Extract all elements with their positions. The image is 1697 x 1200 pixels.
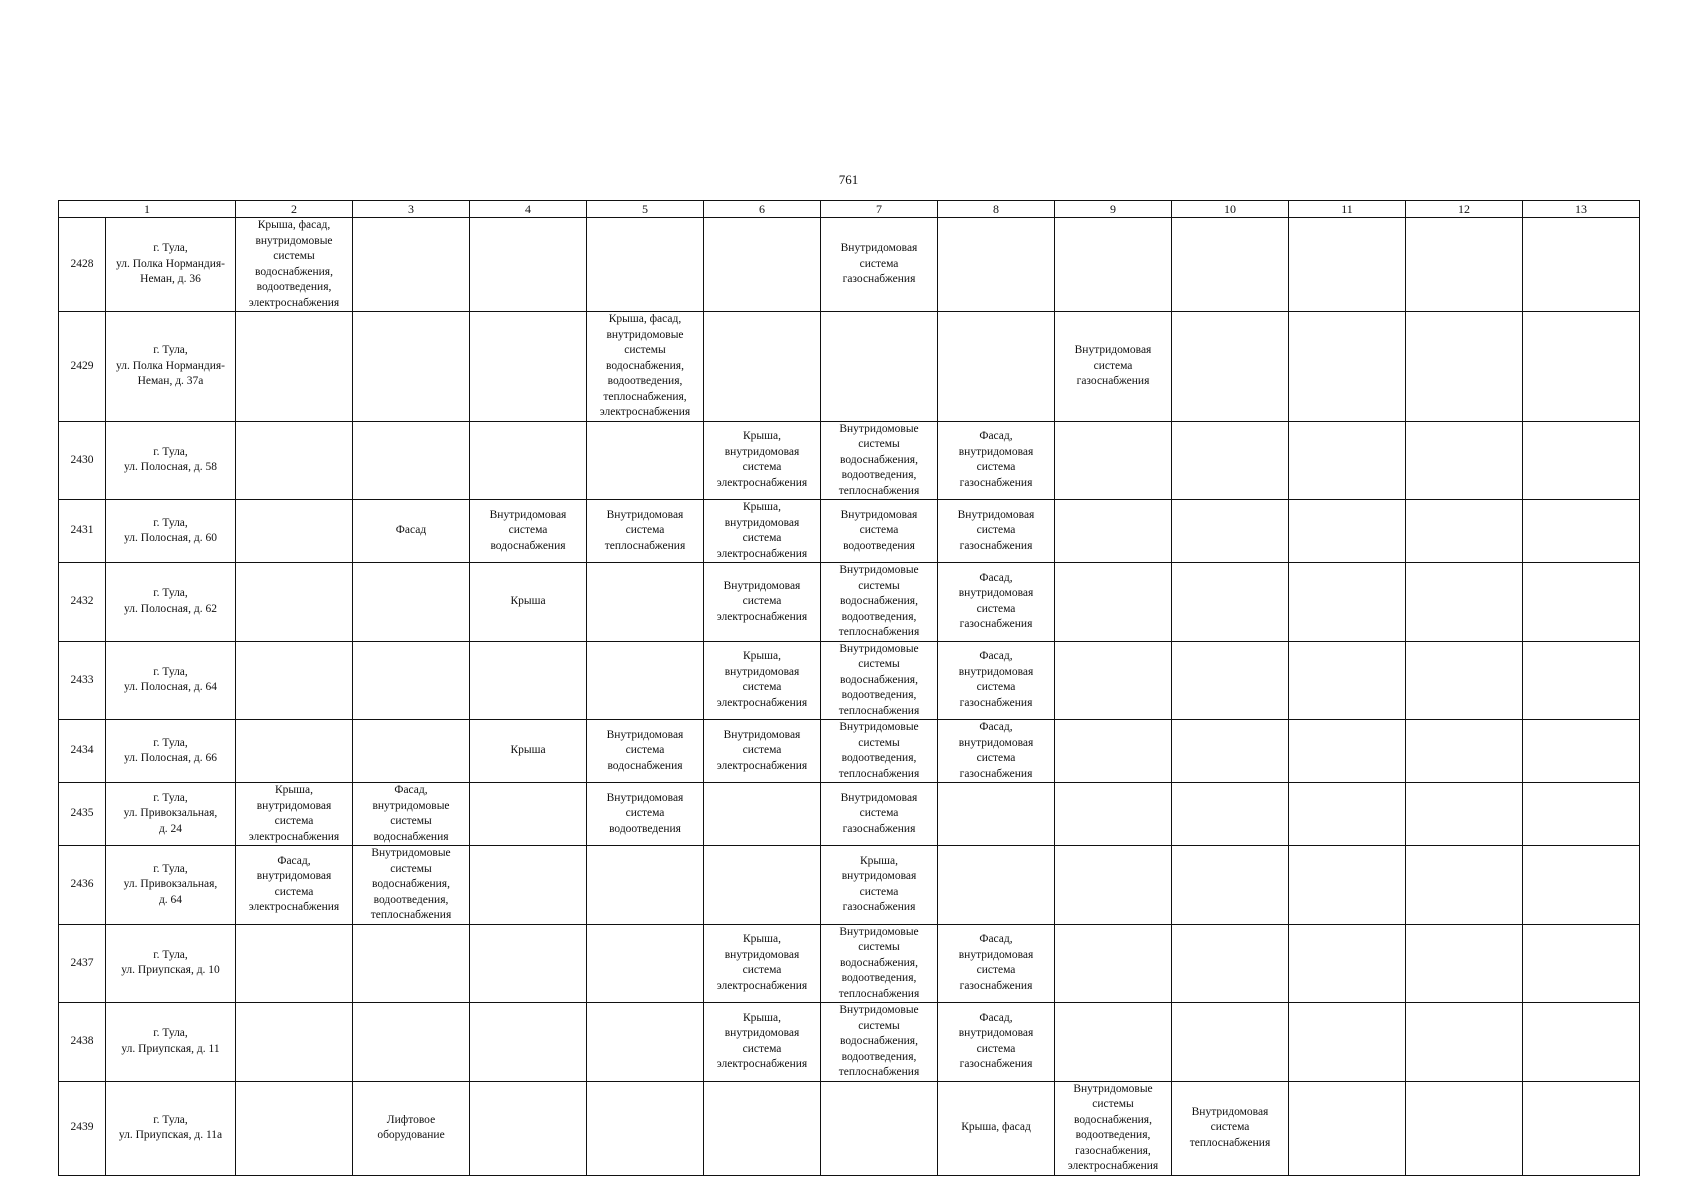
work-cell (1172, 1003, 1289, 1082)
table-row (59, 1003, 1640, 1082)
work-cell (353, 218, 470, 312)
schedule-table (58, 200, 1640, 1176)
work-cell (587, 641, 704, 720)
column-header: 4 (470, 201, 587, 218)
table-row (59, 218, 1640, 312)
work-cell: Внутридомовая система теплоснабжения (1172, 1081, 1289, 1175)
work-cell (353, 312, 470, 422)
row-number: 2430 (59, 421, 106, 500)
work-cell (1289, 846, 1406, 925)
row-number: 2432 (59, 563, 106, 642)
work-cell (938, 218, 1055, 312)
work-cell: Крыша (470, 720, 587, 783)
table-row (59, 641, 1640, 720)
work-cell (236, 1003, 353, 1082)
work-cell (1289, 1081, 1406, 1175)
work-cell: Внутридомовые системы водоснабжения, водоотведения, газоснабжения, электроснабжения (1055, 1081, 1172, 1175)
column-header: 11 (1289, 201, 1406, 218)
work-cell (1523, 218, 1640, 312)
work-cell: Внутридомовые системы водоснабжения, водоотведения, теплоснабжения (821, 1003, 938, 1082)
column-header: 7 (821, 201, 938, 218)
address-cell: г. Тула, ул. Привокзальная, д. 64 (106, 846, 236, 925)
work-cell (704, 846, 821, 925)
work-cell (587, 218, 704, 312)
work-cell (1406, 500, 1523, 563)
work-cell (236, 924, 353, 1003)
address-cell: г. Тула, ул. Полка Нормандия- Неман, д. 37а (106, 312, 236, 422)
work-cell (236, 1081, 353, 1175)
work-cell: Внутридомовые системы водоотведения, теплоснабжения (821, 720, 938, 783)
work-cell: Фасад, внутридомовая система газоснабжения (938, 1003, 1055, 1082)
work-cell (1406, 312, 1523, 422)
work-cell (1406, 421, 1523, 500)
work-cell (1055, 720, 1172, 783)
work-cell (704, 783, 821, 846)
work-cell (353, 1003, 470, 1082)
table-row (59, 924, 1640, 1003)
work-cell (1523, 1003, 1640, 1082)
work-cell: Фасад (353, 500, 470, 563)
work-cell (704, 312, 821, 422)
work-cell (1289, 783, 1406, 846)
work-cell (1172, 563, 1289, 642)
work-cell (821, 1081, 938, 1175)
work-cell (470, 1081, 587, 1175)
work-cell (470, 846, 587, 925)
work-cell (470, 421, 587, 500)
work-cell: Фасад, внутридомовая система газоснабжения (938, 421, 1055, 500)
column-header: 6 (704, 201, 821, 218)
row-number: 2436 (59, 846, 106, 925)
work-cell: Крыша, внутридомовая система электроснабжения (704, 924, 821, 1003)
work-cell (353, 563, 470, 642)
work-cell (1172, 924, 1289, 1003)
work-cell (1172, 846, 1289, 925)
table-body (59, 218, 1640, 1176)
column-header: 9 (1055, 201, 1172, 218)
column-header: 8 (938, 201, 1055, 218)
work-cell (1289, 312, 1406, 422)
work-cell: Лифтовое оборудование (353, 1081, 470, 1175)
table-header (59, 201, 1640, 218)
work-cell (1406, 1003, 1523, 1082)
work-cell: Крыша, внутридомовая система электроснабжения (704, 1003, 821, 1082)
work-cell: Внутридомовая система теплоснабжения (587, 500, 704, 563)
work-cell (1055, 783, 1172, 846)
column-header: 1 (59, 201, 236, 218)
work-cell (1523, 1081, 1640, 1175)
work-cell (1406, 783, 1523, 846)
work-cell (1289, 720, 1406, 783)
work-cell (1289, 218, 1406, 312)
work-cell (1523, 846, 1640, 925)
work-cell (587, 1081, 704, 1175)
table-row (59, 421, 1640, 500)
work-cell: Внутридомовая система электроснабжения (704, 563, 821, 642)
work-cell: Внутридомовая система электроснабжения (704, 720, 821, 783)
work-cell (353, 720, 470, 783)
work-cell: Внутридомовая система газоснабжения (821, 218, 938, 312)
work-cell: Крыша (470, 563, 587, 642)
work-cell (1055, 924, 1172, 1003)
work-cell (470, 641, 587, 720)
work-cell (236, 421, 353, 500)
work-cell (587, 421, 704, 500)
work-cell: Внутридомовые системы водоснабжения, водоотведения, теплоснабжения (821, 563, 938, 642)
work-cell (1289, 500, 1406, 563)
work-cell: Крыша, внутридомовая система электроснабжения (704, 500, 821, 563)
address-cell: г. Тула, ул. Приупская, д. 11а (106, 1081, 236, 1175)
address-cell: г. Тула, ул. Приупская, д. 11 (106, 1003, 236, 1082)
work-cell (470, 924, 587, 1003)
work-cell (1523, 563, 1640, 642)
work-cell (1523, 783, 1640, 846)
work-cell (1289, 1003, 1406, 1082)
work-cell: Внутридомовые системы водоснабжения, водоотведения, теплоснабжения (821, 641, 938, 720)
work-cell (1523, 720, 1640, 783)
work-cell: Крыша, фасад (938, 1081, 1055, 1175)
work-cell (1406, 720, 1523, 783)
work-cell: Внутридомовая система газоснабжения (938, 500, 1055, 563)
column-header: 13 (1523, 201, 1640, 218)
work-cell: Крыша, фасад, внутридомовые системы водоснабжения, водоотведения, теплоснабжения, электроснабжения (587, 312, 704, 422)
address-cell: г. Тула, ул. Приупская, д. 10 (106, 924, 236, 1003)
work-cell (1523, 641, 1640, 720)
work-cell (470, 218, 587, 312)
work-cell: Внутридомовая система газоснабжения (821, 783, 938, 846)
work-cell (587, 846, 704, 925)
work-cell (1406, 641, 1523, 720)
column-header: 10 (1172, 201, 1289, 218)
work-cell: Фасад, внутридомовые системы водоснабжения (353, 783, 470, 846)
address-cell: г. Тула, ул. Полосная, д. 66 (106, 720, 236, 783)
work-cell (1406, 218, 1523, 312)
work-cell (353, 641, 470, 720)
column-header: 2 (236, 201, 353, 218)
work-cell (236, 641, 353, 720)
work-cell (1172, 312, 1289, 422)
column-header: 5 (587, 201, 704, 218)
work-cell (938, 312, 1055, 422)
work-cell (1523, 924, 1640, 1003)
work-cell (1172, 421, 1289, 500)
address-cell: г. Тула, ул. Полосная, д. 62 (106, 563, 236, 642)
row-number: 2434 (59, 720, 106, 783)
table-row (59, 312, 1640, 422)
row-number: 2433 (59, 641, 106, 720)
work-cell (470, 312, 587, 422)
work-cell (236, 500, 353, 563)
work-cell (704, 1081, 821, 1175)
table-row (59, 846, 1640, 925)
work-cell (587, 1003, 704, 1082)
table-row (59, 720, 1640, 783)
table-row (59, 783, 1640, 846)
work-cell: Крыша, внутридомовая система газоснабжения (821, 846, 938, 925)
work-cell (587, 924, 704, 1003)
table-row (59, 500, 1640, 563)
work-cell (353, 421, 470, 500)
work-cell: Внутридомовая система водоснабжения (470, 500, 587, 563)
work-cell (1289, 563, 1406, 642)
work-cell (1406, 1081, 1523, 1175)
work-cell (587, 563, 704, 642)
work-cell (353, 924, 470, 1003)
work-cell (1289, 421, 1406, 500)
work-cell (1406, 846, 1523, 925)
row-number: 2437 (59, 924, 106, 1003)
work-cell (1406, 924, 1523, 1003)
work-cell (236, 563, 353, 642)
work-cell (1172, 641, 1289, 720)
work-cell (938, 783, 1055, 846)
work-cell: Внутридомовая система газоснабжения (1055, 312, 1172, 422)
work-cell: Внутридомовая система водоснабжения (587, 720, 704, 783)
work-cell (1055, 1003, 1172, 1082)
work-cell: Крыша, внутридомовая система электроснабжения (704, 421, 821, 500)
work-cell: Внутридомовая система водоотведения (821, 500, 938, 563)
column-header: 12 (1406, 201, 1523, 218)
work-cell (1289, 641, 1406, 720)
work-cell: Внутридомовые системы водоснабжения, водоотведения, теплоснабжения (821, 421, 938, 500)
row-number: 2438 (59, 1003, 106, 1082)
address-cell: г. Тула, ул. Полка Нормандия- Неман, д. 36 (106, 218, 236, 312)
work-cell (1172, 720, 1289, 783)
work-cell: Фасад, внутридомовая система газоснабжения (938, 924, 1055, 1003)
row-number: 2431 (59, 500, 106, 563)
work-cell (1523, 500, 1640, 563)
table-row (59, 1081, 1640, 1175)
row-number: 2428 (59, 218, 106, 312)
table-row (59, 563, 1640, 642)
page-number: 761 (838, 172, 859, 187)
header-row (59, 201, 1640, 218)
column-header: 3 (353, 201, 470, 218)
address-cell: г. Тула, ул. Полосная, д. 64 (106, 641, 236, 720)
work-cell: Крыша, фасад, внутридомовые системы водоснабжения, водоотведения, электроснабжения (236, 218, 353, 312)
work-cell (1289, 924, 1406, 1003)
work-cell (821, 312, 938, 422)
work-cell (1172, 783, 1289, 846)
address-cell: г. Тула, ул. Полосная, д. 60 (106, 500, 236, 563)
work-cell: Внутридомовая система водоотведения (587, 783, 704, 846)
work-cell (1172, 500, 1289, 563)
work-cell (1055, 846, 1172, 925)
row-number: 2435 (59, 783, 106, 846)
work-cell (1055, 421, 1172, 500)
work-cell (236, 312, 353, 422)
work-cell (1523, 421, 1640, 500)
work-cell (470, 1003, 587, 1082)
work-cell: Фасад, внутридомовая система газоснабжения (938, 563, 1055, 642)
work-cell (1055, 500, 1172, 563)
work-cell (704, 218, 821, 312)
row-number: 2439 (59, 1081, 106, 1175)
work-cell (1172, 218, 1289, 312)
work-cell: Крыша, внутридомовая система электроснабжения (236, 783, 353, 846)
work-cell: Внутридомовые системы водоснабжения, водоотведения, теплоснабжения (353, 846, 470, 925)
work-cell: Фасад, внутридомовая система газоснабжения (938, 720, 1055, 783)
work-cell: Фасад, внутридомовая система электроснабжения (236, 846, 353, 925)
work-cell (938, 846, 1055, 925)
work-cell (470, 783, 587, 846)
work-cell (1523, 312, 1640, 422)
work-cell: Крыша, внутридомовая система электроснабжения (704, 641, 821, 720)
address-cell: г. Тула, ул. Полосная, д. 58 (106, 421, 236, 500)
row-number: 2429 (59, 312, 106, 422)
work-cell (1406, 563, 1523, 642)
work-cell: Внутридомовые системы водоснабжения, водоотведения, теплоснабжения (821, 924, 938, 1003)
work-cell (1055, 218, 1172, 312)
work-cell (236, 720, 353, 783)
work-cell (1055, 563, 1172, 642)
address-cell: г. Тула, ул. Привокзальная, д. 24 (106, 783, 236, 846)
work-cell: Фасад, внутридомовая система газоснабжения (938, 641, 1055, 720)
work-cell (1055, 641, 1172, 720)
